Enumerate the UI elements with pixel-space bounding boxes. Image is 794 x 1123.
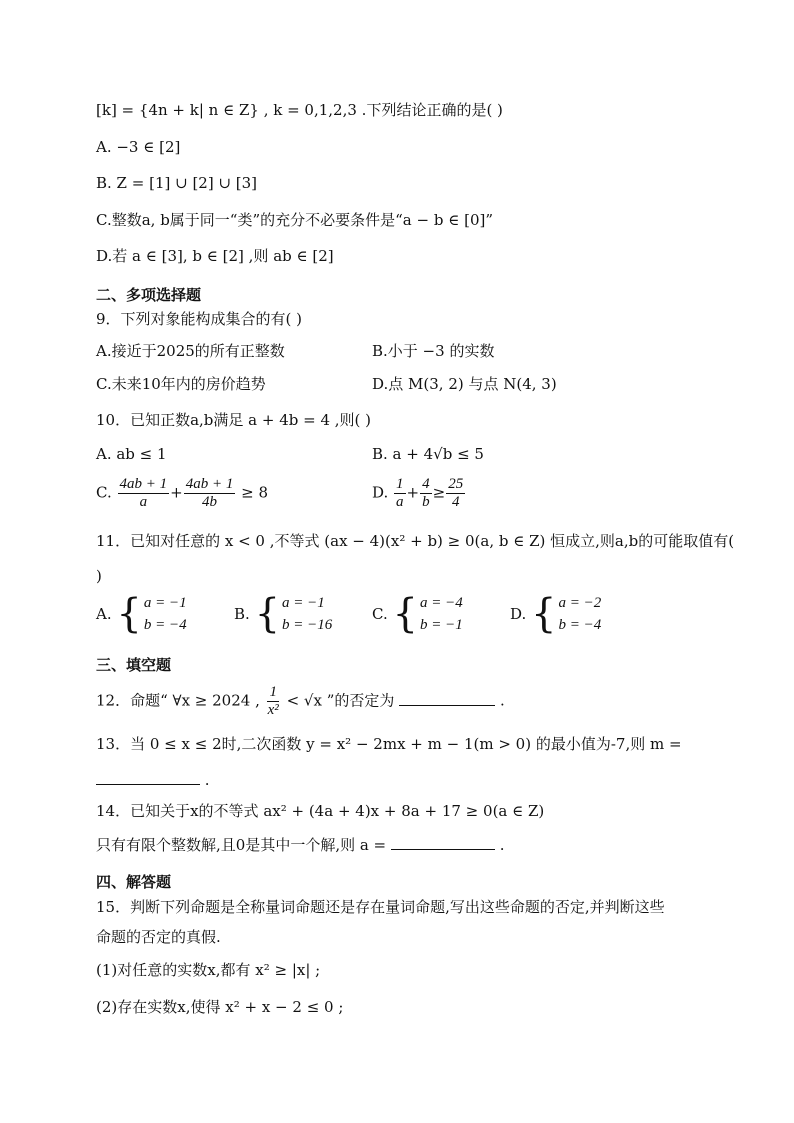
q11-option-b <box>234 592 332 636</box>
section-title-fill-in: 三、填空题 <box>96 656 172 674</box>
brace-icon: { <box>254 591 281 637</box>
q10-d-fraction-3 <box>446 476 465 511</box>
q11-option-b-label: B. <box>234 605 250 623</box>
q15-line-1: 15．判断下列命题是全称量词命题还是存在量词命题,写出这些命题的否定,并判断这些 <box>96 898 665 916</box>
q10-d-den-2: b <box>422 494 430 510</box>
q12-den: x² <box>267 702 279 718</box>
q10-option-c: C. $\frac{4ab + 1}{a}$ + $\frac{4ab + 1}{4b}$ ≥ 8 <box>96 476 268 510</box>
q10-c-fraction-1 <box>118 476 170 511</box>
q8-option-a: A. −3 ∈ [2] <box>96 138 181 156</box>
q11-option-a <box>96 592 187 636</box>
q14-line-2 <box>96 835 504 855</box>
q11-stem: 11．已知对任意的 x < 0 ,不等式 (ax − 4)(x² + b) ≥ 0(a, b ∈ Z) 恒成立,则a,b的可能取值有( <box>96 532 735 550</box>
q10-c-fraction-2 <box>184 476 236 511</box>
q10-c-den-1: a <box>139 494 148 510</box>
q12-post: . <box>499 691 505 710</box>
q13-line-1: 13．当 0 ≤ x ≤ 2时,二次函数 y = x² − 2mx + m − 1(m > 0) 的最小值为-7,则 m = <box>96 735 682 753</box>
q15-part-1: (1)对任意的实数x,都有 x² ≥ |x| ; <box>96 961 321 979</box>
q9-option-b: B.小于 −3 的实数 <box>372 342 495 360</box>
q8-stem: [k] = {4n + k| n ∈ Z} , k = 0,1,2,3 .下列结论正确的是( ) <box>96 101 503 119</box>
q14-answer-blank[interactable] <box>391 835 495 850</box>
q10-stem: 10．已知正数a,b满足 a + 4b = 4 ,则( ) <box>96 411 372 429</box>
q14-line-1: 14．已知关于x的不等式 ax² + (4a + 4)x + 8a + 17 ≥ 0(a ∈ Z) <box>96 802 545 820</box>
brace-icon: { <box>531 591 557 637</box>
q11-stem-tail: ) <box>96 567 102 585</box>
q10-d-num-1: 1 <box>396 476 404 492</box>
q10-option-a: A. ab ≤ 1 <box>96 445 167 463</box>
brace-icon: { <box>116 591 142 637</box>
q10-option-d: D. $\frac{1}{a}$ + $\frac{4}{b}$ ≥ $\frac{25}{4}$ <box>372 476 464 510</box>
q14-text: 只有有限个整数解,且0是其中一个解,则 a = <box>96 836 387 854</box>
q10-d-num-2: 4 <box>422 476 430 492</box>
q11-d-system <box>531 592 601 636</box>
q11-c-row-1: a = −4 <box>419 595 463 611</box>
q8-option-b: B. Z = [1] ∪ [2] ∪ [3] <box>96 174 258 192</box>
q10-c-den-2: 4b <box>202 494 218 510</box>
q12-num: 1 <box>269 684 277 700</box>
q11-option-c-label: C. <box>372 605 388 623</box>
q8-option-d: D.若 a ∈ [3], b ∈ [2] ,则 ab ∈ [2] <box>96 247 334 265</box>
q15-part-2: (2)存在实数x,使得 x² + x − 2 ≤ 0 ; <box>96 998 344 1016</box>
q13-post: . <box>204 771 210 789</box>
q12-pre: 12．命题“ ∀x ≥ 2024 , <box>96 691 260 710</box>
q12-mid: < √x ”的否定为 <box>286 691 395 710</box>
brace-icon: { <box>392 591 418 637</box>
section-title-multiple-choice: 二、多项选择题 <box>96 286 202 304</box>
q11-b-row-1: a = −1 <box>282 595 325 611</box>
q9-option-a: A.接近于2025的所有正整数 <box>96 342 285 360</box>
q10-option-d-label: D. <box>372 483 389 502</box>
q9-stem: 9．下列对象能构成集合的有( ) <box>96 310 303 328</box>
q9-option-d: D.点 M(3, 2) 与点 N(4, 3) <box>372 375 557 393</box>
q9-option-c: C.未来10年内的房价趋势 <box>96 375 266 393</box>
q10-d-fraction-2 <box>420 476 432 511</box>
q10-d-den-3: 4 <box>451 494 460 510</box>
q12-line <box>96 684 505 719</box>
q15-line-2: 命题的否定的真假. <box>96 928 221 946</box>
q11-d-row-1: a = −2 <box>558 595 602 611</box>
q11-a-row-1: a = −1 <box>143 595 187 611</box>
q14-post: . <box>499 836 505 854</box>
q10-c-num-2: 4ab + 1 <box>185 476 234 492</box>
q11-a-row-2: b = −4 <box>143 617 187 633</box>
q12-fraction <box>266 684 281 719</box>
q8-option-c: C.整数a, b属于同一“类”的充分不必要条件是“a − b ∈ [0]” <box>96 211 494 229</box>
q10-option-b: B. a + 4√b ≤ 5 <box>372 445 484 463</box>
q10-c-num-1: 4ab + 1 <box>119 476 168 492</box>
q13-answer-blank[interactable] <box>96 770 200 785</box>
q11-option-d-label: D. <box>510 605 527 623</box>
q10-d-num-3: 25 <box>448 476 464 492</box>
q12-answer-blank[interactable] <box>399 691 495 706</box>
section-title-solutions: 四、解答题 <box>96 873 172 891</box>
q10-c-tail: ≥ 8 <box>241 483 268 502</box>
q10-option-c-label: C. <box>96 483 112 502</box>
q11-option-d <box>510 592 601 636</box>
q11-option-c <box>372 592 463 636</box>
q13-line-2 <box>96 770 210 790</box>
q11-b-row-2: b = −16 <box>282 617 333 633</box>
q11-c-row-2: b = −1 <box>419 617 463 633</box>
q10-d-den-1: a <box>396 494 404 510</box>
q11-option-a-label: A. <box>96 605 112 623</box>
q11-c-system <box>393 592 463 636</box>
q11-b-system <box>255 592 333 636</box>
q11-d-row-2: b = −4 <box>558 617 602 633</box>
q10-d-fraction-1 <box>394 476 406 511</box>
q11-a-system <box>116 592 186 636</box>
